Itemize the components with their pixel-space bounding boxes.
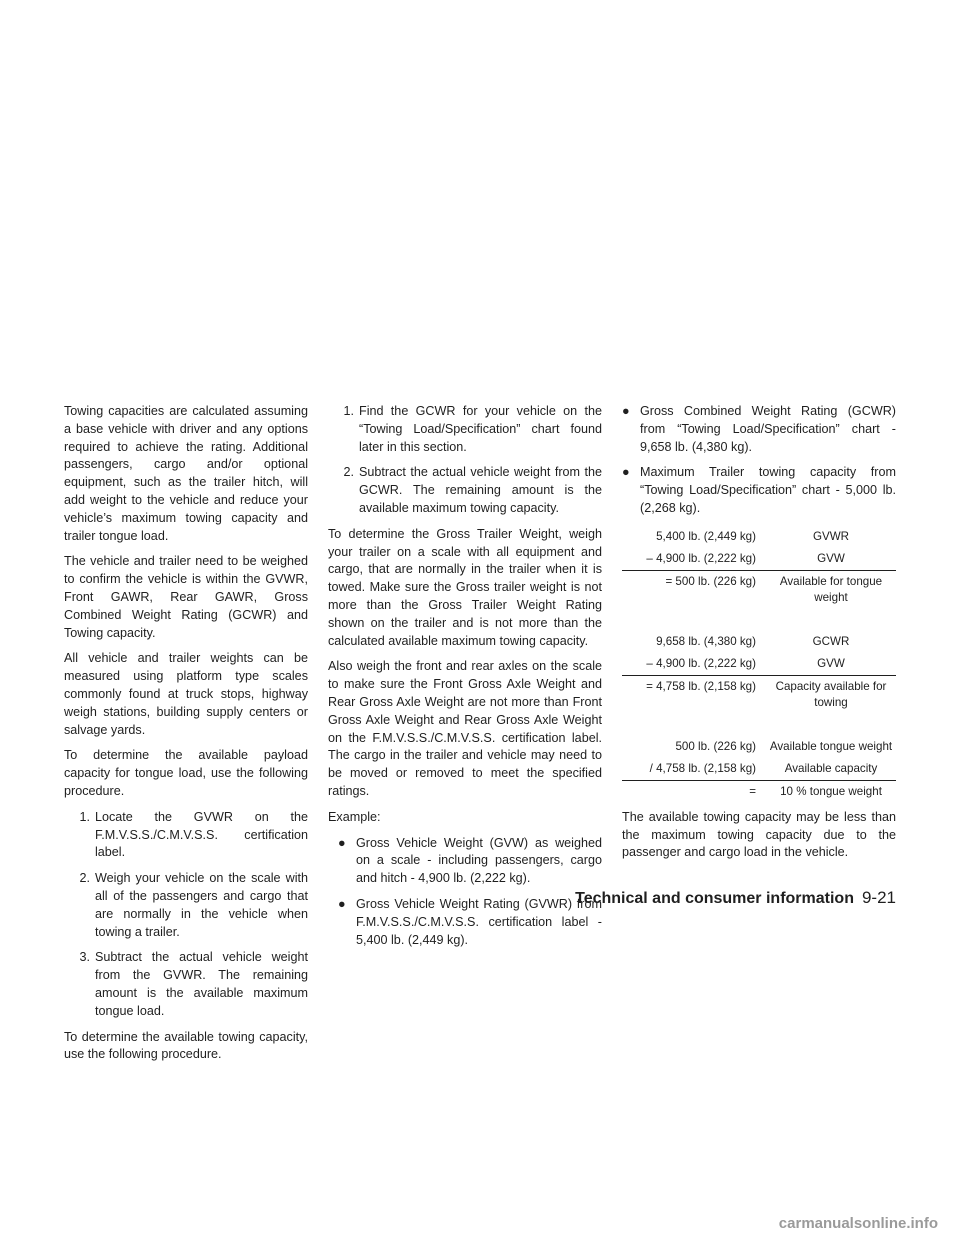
bullet-text: Gross Vehicle Weight Rating (GVWR) from F.M.V.S.S./C.M.V.S.S. certification label - 5,400 lb. (2,449 kg). [356,896,602,947]
calc-label: GVW [817,656,845,670]
spacer [622,714,896,736]
bullet-item [622,403,896,456]
paragraph: To determine the available payload capacity for tongue load, use the following procedure. [64,748,308,798]
bullet-item [622,464,896,517]
calc-row [622,631,896,653]
calc-label: Available capacity [784,761,878,775]
paragraph: The vehicle and trailer need to be weighed to confirm the vehicle is within the GVWR, Front GAWR, Rear GAWR, Gross Combined Weight Rating (GCWR) and Towing capacity. [64,554,308,640]
calc-row [622,736,896,758]
calc-row [622,781,896,803]
calculation-tongue-weight [622,526,896,609]
calc-label: 10 % tongue weight [780,784,882,798]
calc-value: / 4,758 lb. (2,158 kg) [649,761,756,775]
paragraph: The available towing capacity may be less than the maximum towing capacity due to the passenger and cargo load in the vehicle. [622,809,896,860]
paragraph: Towing capacities are calculated assuming a base vehicle with driver and any options required to achieve the rating. Additional passengers, cargo and/or optional equipment, such as the trailer hitch, will add weight to the vehicle and reduce your vehicle’s maximum towing capacity and trailer tongue load. [64,404,308,543]
step-text: Subtract the actual vehicle weight from the GVWR. The remaining amount is the available maximum tongue load. [95,950,308,1018]
calc-value: = 500 lb. (226 kg) [665,574,756,588]
paragraph: All vehicle and trailer weights can be measured using platform type scales commonly found at truck stops, highway weigh stations, building supply centers or salvage yards. [64,651,308,737]
step-text: Locate the GVWR on the F.M.V.S.S./C.M.V.S.S. certification label. [95,809,308,860]
calc-row [622,526,896,548]
calc-label: GVWR [812,529,850,543]
step-number: 1. [343,404,354,418]
text-column-1 [64,403,308,1072]
bullet-text: Gross Vehicle Weight (GVW) as weighed on a scale - including passengers, cargo and hitch - 4,900 lb. (2,222 kg). [356,835,602,886]
calc-label: Capacity available for towing [775,679,887,709]
bullet-item [338,835,602,888]
calc-value: = [749,784,756,798]
calc-row [622,571,896,609]
text-column-3 [622,403,896,870]
step-number: 2. [79,871,90,886]
step-item [328,403,602,456]
bullet-item [338,896,602,949]
step-item [328,464,602,517]
calc-value: 500 lb. (226 kg) [675,739,756,753]
calc-value: 9,658 lb. (4,380 kg) [656,634,756,648]
calc-row [622,653,896,676]
calc-value: = 4,758 lb. (2,158 kg) [646,679,756,693]
watermark: carmanualsonline.info [778,1215,938,1232]
calculation-towing-capacity [622,631,896,714]
bullet-text: Gross Combined Weight Rating (GCWR) from “Towing Load/Specification” chart - 9,658 lb. (4,380 kg). [640,404,896,454]
step-text: Find the GCWR for your vehicle on the “Towing Load/Specification” chart found later in this section. [359,404,602,454]
calc-row [622,758,896,781]
calc-label: GCWR [812,634,850,648]
paragraph: Also weigh the front and rear axles on the scale to make sure the Front Gross Axle Weight and Rear Gross Axle Weight are not more than Front Gross Axle Weight and Rear Gross Axle Weight on the F.M.V.S.S./C.M.V.S.S. certification label. The cargo in the trailer and vehicle may need to be moved or removed to meet the specified ratings. [328,659,602,798]
bullet-icon: ● [622,404,630,418]
paragraph: To determine the Gross Trailer Weight, weigh your trailer on a scale with all equipment and cargo, that are normally in the trailer when it is towed. Make sure the Gross trailer weight is not more than the Gross Trailer Weight Rating shown on the trailer and is not more than the calculated available maximum towing capacity. [328,526,602,648]
calc-value: – 4,900 lb. (2,222 kg) [646,551,756,565]
spacer [622,609,896,631]
calc-row [622,548,896,571]
calc-label: Available for tongue weight [779,574,883,604]
bullet-icon: ● [622,465,630,480]
step-item [64,809,308,862]
calc-value: 5,400 lb. (2,449 kg) [656,529,756,543]
step-number: 1. [79,809,90,824]
page-footer [575,888,896,908]
step-text: Weigh your vehicle on the scale with all of the passengers and cargo that are normally in the vehicle when towing a trailer. [95,871,308,939]
step-number: 3. [79,950,90,965]
example-label: Example: [328,809,381,824]
page-number: 9-21 [861,888,896,907]
calc-label: Available tongue weight [769,739,893,753]
step-text: Subtract the actual vehicle weight from the GCWR. The remaining amount is the available maximum towing capacity. [359,465,602,515]
paragraph: To determine the available towing capacity, use the following procedure. [64,1029,308,1062]
bullet-text: Maximum Trailer towing capacity from “Towing Load/Specification” chart - 5,000 lb. (2,268 kg). [640,465,896,515]
step-item [64,949,308,1020]
step-item [64,870,308,941]
calculation-tongue-percentage [622,736,896,803]
calc-row [622,676,896,714]
section-title: Technical and consumer information [575,890,854,907]
calc-label: GVW [817,551,845,565]
calc-value: – 4,900 lb. (2,222 kg) [646,656,756,670]
step-number: 2. [343,465,354,480]
bullet-icon: ● [338,835,346,850]
text-column-2 [328,403,602,957]
bullet-icon: ● [338,896,346,911]
